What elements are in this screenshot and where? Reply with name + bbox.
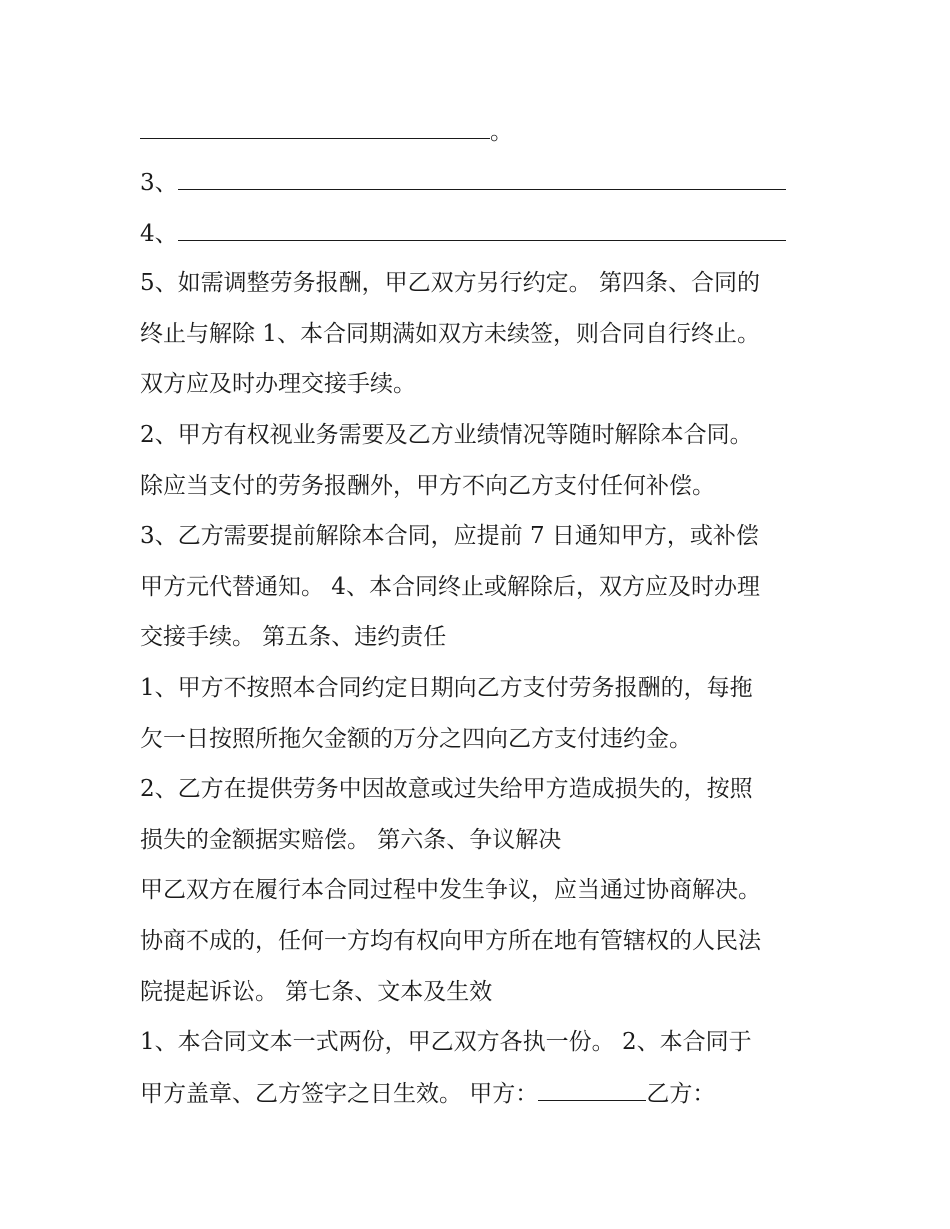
line-prefix: 甲方盖章、乙方签字之日生效。 甲方：	[140, 1081, 539, 1107]
text-line: 1、本合同文本一式两份，甲乙双方各执一份。 2、本合同于	[140, 1029, 752, 1055]
line-suffix: 乙方：	[646, 1081, 716, 1107]
fill-blank	[178, 218, 786, 241]
text-line: 终止与解除 1、本合同期满如双方未续签，则合同自行终止。	[140, 321, 760, 347]
text-line: 3、乙方需要提前解除本合同，应提前 7 日通知甲方，或补偿	[140, 523, 759, 549]
text-line: 欠一日按照所拖欠金额的万分之四向乙方支付违约金。	[140, 726, 692, 752]
text-line: 院提起诉讼。 第七条、文本及生效	[140, 979, 493, 1005]
text-line: 甲乙双方在履行本合同过程中发生争议，应当通过协商解决。	[140, 877, 761, 903]
text-line: 甲方元代替通知。 4、本合同终止或解除后，双方应及时办理	[140, 574, 760, 600]
fill-blank	[178, 167, 786, 190]
signature-blank-party-a	[538, 1078, 646, 1101]
text-line: 损失的金额据实赔偿。 第六条、争议解决	[140, 827, 562, 853]
text-line: 2、乙方在提供劳务中因故意或过失给甲方造成损失的，按照	[140, 776, 753, 802]
text-line: 5、如需调整劳务报酬，甲乙双方另行约定。 第四条、合同的	[140, 270, 760, 296]
text-line: 协商不成的，任何一方均有权向甲方所在地有管辖权的人民法	[140, 928, 761, 954]
item-number: 4、	[140, 221, 178, 247]
text-line	[140, 167, 786, 197]
text-line: 1、甲方不按照本合同约定日期向乙方支付劳务报酬的，每拖	[140, 675, 753, 701]
text-line: 双方应及时办理交接手续。	[140, 371, 416, 397]
item-number: 3、	[140, 170, 178, 196]
text-line: 2、甲方有权视业务需要及乙方业绩情况等随时解除本合同。	[140, 422, 753, 448]
text-line	[140, 218, 786, 248]
text-line: 交接手续。 第五条、违约责任	[140, 624, 447, 650]
text-line	[140, 116, 513, 146]
text-line	[140, 1078, 715, 1108]
fill-blank	[140, 116, 490, 139]
text-line: 除应当支付的劳务报酬外，甲方不向乙方支付任何补偿。	[140, 473, 715, 499]
line-suffix: 。	[490, 119, 513, 145]
